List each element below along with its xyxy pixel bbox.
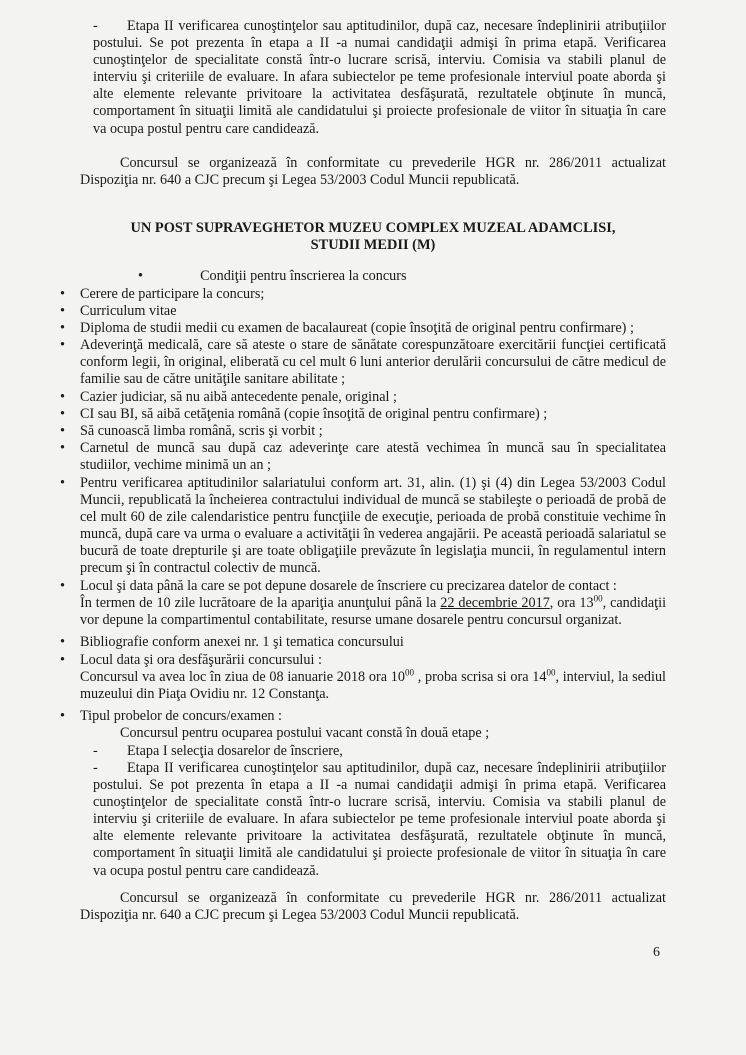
list-item: • Bibliografie conform anexei nr. 1 şi tematica concursului [60,634,404,650]
list-item: • Curriculum vitae [60,303,177,319]
list-item: • Diploma de studii medii cu examen de bacalaureat (copie însoţită de original pentru confirmare) ; [60,320,634,336]
dash-marker: - [93,18,98,34]
list-item: • Cazier judiciar, să nu aibă antecedente penale, original ; [60,389,397,405]
page-number: 6 [653,945,660,960]
list-item: • Să cunoască limba română, scris şi vorbit ; [60,423,323,439]
list-item-location: • Locul şi data până la care se pot depune dosarele de înscriere cu precizarea datelor de contact : În termen de 10 zile lucrătoare de la apariţia anunţului până la 22 decembrie 2017, ora $13^{00}$, candidaţii vor depune la compartimentul contabilitate, resurse umane dosarele pentru concursul organizat. [60,578,667,629]
paragraph-etapa-ii-top: - Etapa II verificarea cunoştinţelor sau aptitudinilor, după caz, necesare îndeplinirii atribuţiilor postului. Se pot prezenta în etapa a II -a numai candidaţii admişi în prima etapă. Verificarea cunoştinţelor de specialitate constă într-o lucrare scrisă, interviu. Comisia va stabili planul de interviu şi criteriile de evaluare. In afara subiectelor pe teme profesionale interviul poate aborda şi alte elemente relevante privitoare la activitatea desfăşurată, rezultatele obţinute în muncă, comportament în situaţii limită ale candidatului şi proiecte profesionale de viitor în situaţia în care va ocupa postul pentru care candidează. [93,18,666,137]
list-item: • Pentru verificarea aptitudinilor salariatului conform art. 31, alin. (1) şi (4) din Legea 53/2003 Codul Muncii, republicată la încheierea contractului individual de muncă se stabileşte o perioadă de probă de cel mult 60 de zile calendaristice pentru funcţiile de execuţie, perioada de probă constituie vechime în muncă, după care va urma o evaluare a activităţii în vederea angajării. Pe această perioadă salariatul se bucură de toate drepturile şi are toate obligaţiile prevăzute în legislaţia muncii, în regulamentul intern precum şi în contractul colectiv de muncă. [60,475,666,577]
list-item-exam-type: • Tipul probelor de concurs/examen : [60,708,282,724]
section-title-line1: UN POST SUPRAVEGHETOR MUZEU COMPLEX MUZEAL ADAMCLISI, [130,220,616,236]
bullet-marker: • [138,268,143,284]
conditions-header: • Condiţii pentru înscrierea la concurs [138,268,407,284]
list-item: • CI sau BI, să aibă cetăţenia română (copie însoţită de original pentru confirmare) ; [60,406,548,422]
list-item: • Cerere de participare la concurs; [60,286,265,302]
location-details: În termen de 10 zile lucrătoare de la apariţia anunţului până la 22 decembrie 2017, ora $13^{00}$, candidaţii vor depune la compartimentul contabilitate, resurse umane dosarele pentru concursul organizat. [80,593,667,629]
paragraph-etapa-ii-bottom: - Etapa II verificarea cunoştinţelor sau aptitudinilor, după caz, necesare îndeplinirii atribuţiilor postului. Se pot prezenta în etapa a II -a numai candidaţii admişi în prima etapă. Verificarea cunoştinţelor de specialitate constă într-o lucrare scrisă, interviu. Comisia va stabili planul de interviu şi criteriile de evaluare. In afara subiectelor pe teme profesionale interviul poate aborda şi alte elemente relevante privitoare la activitatea desfăşurată, rezultatele obţinute în muncă, comportament în situaţii limită ale candidatului şi proiecte profesionale de viitor în situaţia în care va ocupa postul pentru care candidează. [93,760,666,879]
list-item: • Adeverinţă medicală, care să ateste o stare de sănătate corespunzătoare exercitării funcţiei certificată conform legii, în original, eliberată cu cel mult 6 luni anterior derulării concursului de către medicul de familie sau de către unităţile sanitare abilitate ; [60,337,666,388]
list-item: • Carnetul de muncă sau după caz adeverinţe care atestă vechimea în muncă sau în specialitatea studiilor, vechime minimă un an ; [60,440,666,474]
deadline-date: 22 decembrie 2017 [440,595,550,612]
exam-stage-1: - Etapa I selecţia dosarelor de înscriere, [93,743,343,759]
paragraph-legal-basis-bottom: Concursul se organizează în conformitate cu prevederile HGR nr. 286/2011 actualizat Dispoziţia nr. 640 a CJC precum şi Legea 53/2003 Codul Muncii republicată. [80,890,666,924]
exam-stages-intro: Concursul pentru ocuparea postului vacant constă în două etape ; [120,725,490,741]
paragraph-legal-basis-top: Concursul se organizează în conformitate cu prevederile HGR nr. 286/2011 actualizat Dispoziţia nr. 640 a CJC precum şi Legea 53/2003 Codul Muncii republicată. [80,155,666,189]
schedule-details: Concursul va avea loc în ziua de 08 ianuarie 2018 ora $10^{00}$ , proba scrisa si ora $14^{00}$, interviul, la sediul muzeului din Piaţa Ovidiu nr. 12 Constanţa. [80,667,667,703]
section-title [80,220,666,254]
section-title-line2: STUDII MEDII (M) [310,237,436,253]
list-item-schedule: • Locul data şi ora desfăşurării concursului : Concursul va avea loc în ziua de 08 ianuarie 2018 ora $10^{00}$ , proba scrisa si ora $14^{00}$, interviul, la sediul muzeului din Piaţa Ovidiu nr. 12 Constanţa. [60,652,667,703]
